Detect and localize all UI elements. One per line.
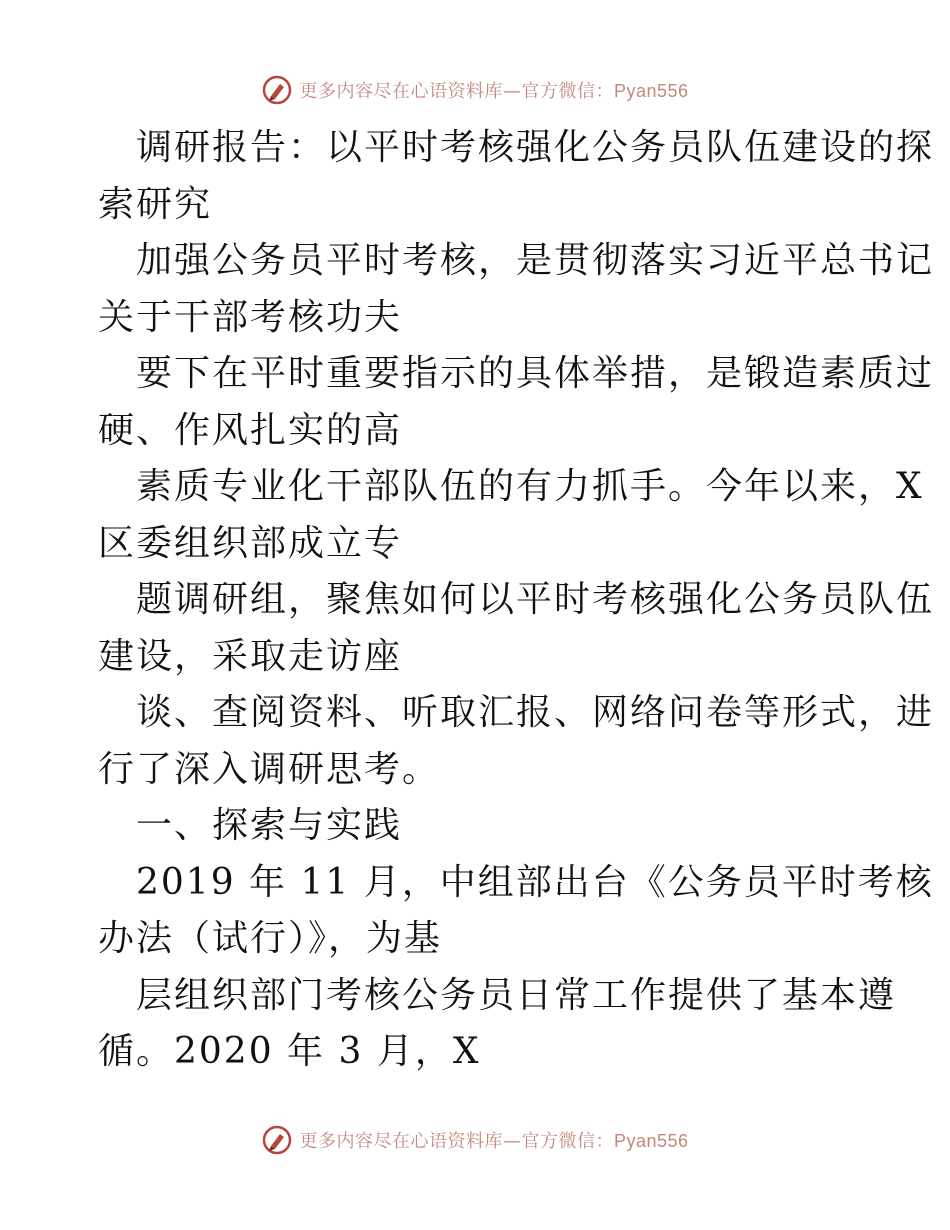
paragraph-line: 题调研组，聚焦如何以平时考核强化公务员队伍: [136, 579, 935, 620]
pen-circle-logo-icon: [261, 74, 293, 106]
paragraph-line: 2019 年 11 月，中组部出台《公务员平时考核: [136, 861, 934, 903]
paragraph-line: 层组织部门考核公务员日常工作提供了基本遵: [136, 974, 897, 1016]
paragraph-line: 谈、查阅资料、听取汇报、网络问卷等形式，进: [136, 692, 935, 733]
header-banner: [0, 70, 950, 110]
footer-banner-text: [299, 1127, 688, 1153]
paragraph-line: 建设，采取走访座: [98, 635, 403, 677]
title-line-1: 调研报告：以平时考核强化公务员队伍建设的探: [136, 127, 935, 168]
paragraph-line: 关于干部考核功夫: [98, 296, 403, 338]
paragraph-line: 区委组织部成立专: [98, 522, 403, 564]
paragraph-line: 循。2020 年 3 月，X: [98, 1031, 481, 1072]
document-body: [98, 120, 935, 1081]
header-banner-text: [299, 77, 688, 103]
section-heading: 一、探索与实践: [136, 805, 403, 846]
header-banner-label: 更多内容尽在心语资料库—官方微信：: [299, 81, 614, 102]
footer-banner-label: 更多内容尽在心语资料库—官方微信：: [299, 1131, 614, 1152]
paragraph-line: 硬、作风扎实的高: [98, 409, 403, 451]
paragraph-line: 办法（试行）》，为基: [98, 918, 443, 959]
pen-circle-logo-icon: [261, 1124, 293, 1156]
paragraph-line: 行了深入调研思考。: [98, 748, 441, 790]
header-banner-handle: Pyan556: [613, 81, 689, 101]
paragraph-line: 素质专业化干部队伍的有力抓手。今年以来，X: [136, 466, 924, 507]
paragraph-line: 要下在平时重要指示的具体举措，是锻造素质过: [136, 353, 935, 394]
footer-banner-handle: Pyan556: [613, 1131, 689, 1151]
title-line-2: 索研究: [98, 183, 213, 225]
footer-banner: [0, 1120, 950, 1160]
paragraph-line: 加强公务员平时考核，是贯彻落实习近平总书记: [136, 240, 935, 281]
